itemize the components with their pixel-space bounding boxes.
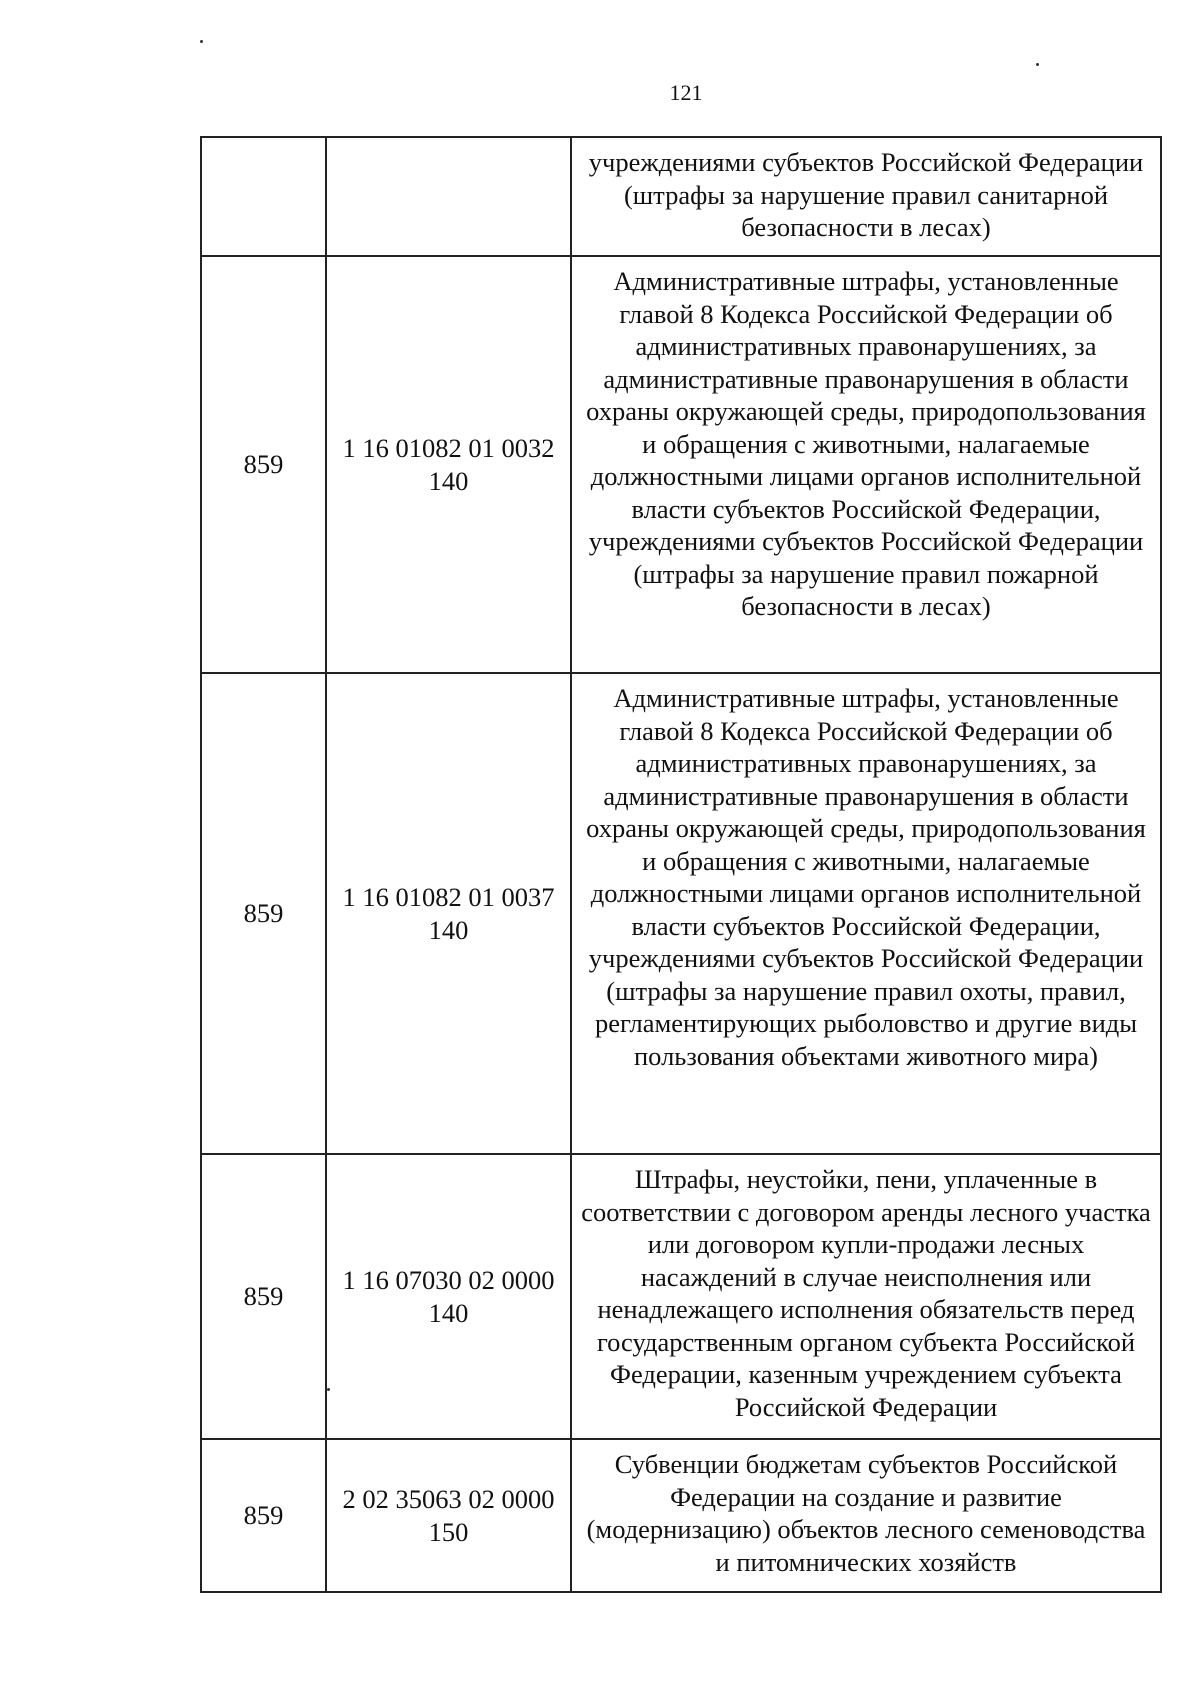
budget-code-cell: 1 16 01082 01 0032 140 [326,256,571,673]
scan-speck [200,40,203,43]
scan-speck [1036,63,1039,66]
budget-code-cell: 1 16 01082 01 0037 140 [326,673,571,1154]
admin-code-cell: 859 [201,1439,326,1592]
table-row [201,673,1161,1154]
admin-code-cell: 859 [201,256,326,673]
budget-codes-table [200,136,1162,1593]
description-cell: Субвенции бюджетам субъектов Российской Федерации на создание и развитие (модернизацию) объектов лесного семеноводства и питомнических хозяйств [571,1439,1161,1592]
budget-code-cell [326,137,571,256]
description-cell: Административные штрафы, установленные главой 8 Кодекса Российской Федерации об административных правонарушениях, за административные правонарушения в области охраны окружающей среды, природопользования и обращения с животными, налагаемые должностными лицами органов исполнительной власти субъектов Российской Федерации, учреждениями субъектов Российской Федерации (штрафы за нарушение правил пожарной безопасности в лесах) [571,256,1161,673]
table-row [201,256,1161,673]
description-cell: Административные штрафы, установленные главой 8 Кодекса Российской Федерации об административных правонарушениях, за административные правонарушения в области охраны окружающей среды, природопользования и обращения с животными, налагаемые должностными лицами органов исполнительной власти субъектов Российской Федерации, учреждениями субъектов Российской Федерации (штрафы за нарушение правил охоты, правил, регламентирующих рыболовство и другие виды пользования объектами животного мира) [571,673,1161,1154]
table-row [201,1439,1161,1592]
admin-code-cell: 859 [201,673,326,1154]
table-row [201,137,1161,256]
budget-code-cell: 1 16 07030 02 0000 140 [326,1154,571,1439]
budget-code-cell: 2 02 35063 02 0000 150 [326,1439,571,1592]
description-cell: Штрафы, неустойки, пени, уплаченные в соответствии с договором аренды лесного участка или договором купли-продажи лесных насаждений в случае неисполнения или ненадлежащего исполнения обязательств перед государственным органом субъекта Российской Федерации, казенным учреждением субъекта Российской Федерации [571,1154,1161,1439]
admin-code-cell [201,137,326,256]
description-cell: учреждениями субъектов Российской Федерации (штрафы за нарушение правил санитарной безопасности в лесах) [571,137,1161,256]
page-number: 121 [669,80,703,105]
admin-code-cell: 859 [201,1154,326,1439]
table-row [201,1154,1161,1439]
